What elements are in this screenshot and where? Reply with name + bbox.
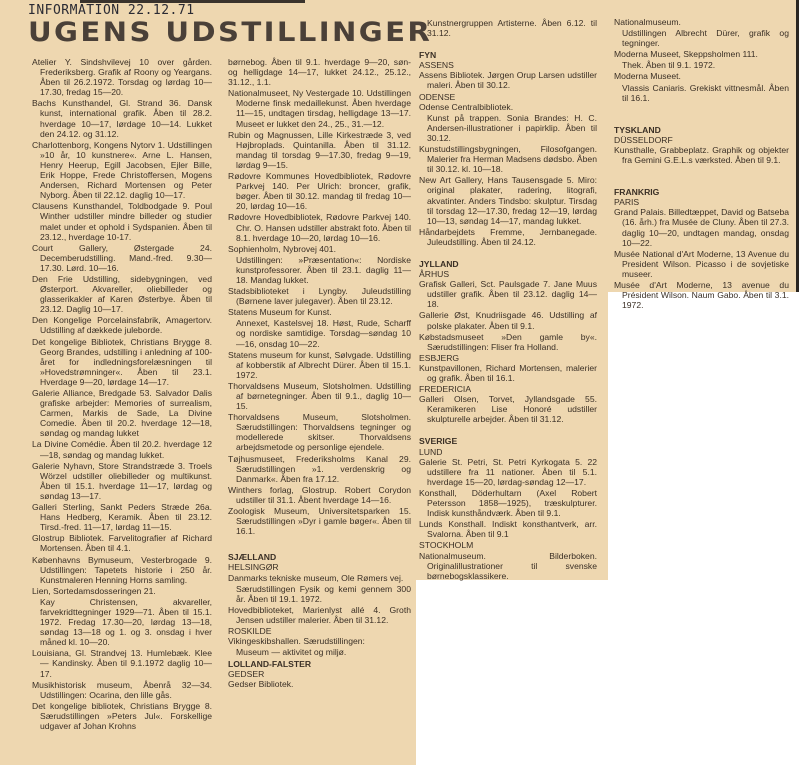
listing-entry: Købstadsmuseet »Den gamle by«. Særudstillingen: Fliser fra Holland.: [419, 331, 597, 352]
region-heading: TYSKLAND: [614, 124, 661, 135]
listing-entry: Galleri Sterling, Sankt Peders Stræde 26a. Hans Hedberg, Keramik. Åben til 23.12. Tirsd.-fred. 11—17, lørdag 11—15.: [32, 502, 212, 533]
listing-entry: Rødovre Hovedbibliotek, Rødovre Parkvej 140. Chr. O. Hansen udstiller abstrakt foto. Åben til 8.1. hverdage 10—20, lørdag 10—16.: [228, 212, 411, 243]
listing-entry: Det kongelige Bibliotek, Christians Brygge 8. Georg Brandes, udstilling i anledning af 100-året for indledningsforelæsningen til »Hovedstrømninger«. Åben til 23.1. Hverdage 9—20, lørdage 14—17.: [32, 336, 212, 387]
listing-entry: Udstillingen: »Præsentation«: Nordiske kunstprofessorer. Åben til 23.1. daglig 11—18. Mandag lukket.: [236, 254, 411, 285]
listing-entry: Grand Palais. Billedtæppet, David og Batseba (16. årh.) fra Musée de Cluny. Åben til 27.3. daglig 10—20, undtagen mandag, onsdag 10—22.: [614, 207, 789, 248]
listing-entry: Vlassis Caniaris. Grekiskt vittnesmål. Åben til 16.1.: [622, 82, 789, 103]
city-heading: PARIS: [614, 197, 640, 208]
city-heading: ROSKILDE: [228, 625, 272, 636]
listing-entry: Nationalmuseum. Bilderboken. Originalillustrationer til svenske børnebogsklassikere.: [419, 550, 597, 581]
listing-entry: Moderna Museet, Skeppsholmen 111.: [614, 49, 758, 60]
listing-entry: Rødovre Kommunes Hovedbibliotek, Rødovre Parkvej 140. Per Ulrich: broncer, grafik, bøger. Åben til 30.12. mandag til fredag 10—20, lørdag 10—16.: [228, 171, 411, 212]
listing-entry: Galerie St. Petri, St. Petri Kyrkogata 5. 22 udstillere fra 11 nationer. Åben til 5.1. hverdage 15—20, lørdag-søndag 12—17.: [419, 456, 597, 487]
listing-entry: Sophienholm, Nybrovej 401.: [228, 243, 336, 254]
listing-entry: Kay Christensen, akvareller, farvekridttegninger 1929—71. Åben til 15.1. 1972. Fredag 17.30—20, lørdag 13—18, søndag 13—18 og 1. og 3. onsdag i hver måned kl. 10—20.: [40, 596, 212, 648]
listing-entry: La Divine Comédie. Åben til 20.2. hverdage 12—18, søndag og mandag lukket.: [32, 439, 212, 460]
listing-entry: Kunstpavillonen, Richard Mortensen, malerier og grafik. Åben til 16.1.: [419, 362, 597, 383]
city-heading: STOCKHOLM: [419, 540, 474, 551]
listing-entry: Kunstudstillingsbygningen, Filosofgangen. Malerier fra Herman Madsens dødsbo. Åben til 30.12. kl. 10—18.: [419, 144, 597, 175]
handwritten-note: INFORMATION 22.12.71: [28, 3, 195, 18]
listing-entry: Assens Bibliotek. Jørgen Orup Larsen udstiller maleri. Åben til 30.12.: [419, 70, 597, 91]
listing-entry: Lien, Sortedamsdosseringen 21.: [32, 585, 156, 596]
city-heading: ÅRHUS: [419, 269, 450, 280]
listing-entry: Statens Museum for Kunst.: [228, 307, 332, 318]
listing-entry: Gedser Bibliotek.: [228, 679, 294, 690]
listing-entry: New Art Gallery, Hans Tausensgade 5. Miro: original plakater, radering, litografi, akvatinter. Anders Tindsbo: skulptur. Tirsdag til torsdag 12—17.30, fredag 12—19, lørdag 10—13, søndag 14—17, mandag lukket.: [419, 175, 597, 226]
listing-entry: Musée d'Art Moderne, 13 avenue du Président Wilson. Naum Gabo. Åben til 3.1. 1972.: [614, 279, 789, 311]
listing-entry: Kunst på trappen. Sonia Brandes: H. C. Andersen-illustrationer i papirklip. Åben til 30.12.: [427, 112, 597, 143]
listing-entry: Zoologisk Museum, Universitetsparken 15. Særudstillingen »Dyr i gamle bøger«. Åben til 16.1.: [228, 506, 411, 537]
column-2: [228, 57, 411, 691]
listing-entry: Statens museum for kunst, Sølvgade. Udstilling af kobberstik af Albrecht Dürer. Åben til 15.1. 1972.: [228, 349, 411, 380]
listing-entry: Glostrup Bibliotek. Farvelitografier af Richard Mortensen. Åben til 4.1.: [32, 533, 212, 554]
city-heading: HELSINGØR: [228, 562, 279, 573]
listing-entry: Kunstnergruppen Artisterne. Åben 6.12. til 31.12.: [427, 18, 597, 39]
listing-entry: Charlottenborg, Kongens Nytorv 1. Udstillingen »10 år, 10 kunstnere«. Arne L. Hansen, Henry Heerup, Egill Jacobsen, Ejler Bille, Erik Hoppe, Frede Christoffersen, Mogens Andersen, Richard Mortensen og Peter Nyborg. Åben til 22.12. daglig 10—17.: [32, 139, 212, 201]
city-heading: GEDSER: [228, 669, 265, 680]
listing-entry: Stadsbiblioteket i Lyngby. Juleudstilling (Børnene laver julegaver). Åben til 23.12.: [228, 286, 411, 307]
city-heading: ODENSE: [419, 91, 456, 102]
region-heading: LOLLAND-FALSTER: [228, 659, 312, 670]
region-heading: SJÆLLAND: [228, 552, 277, 563]
listing-entry: Danmarks tekniske museum, Ole Rømers vej.: [228, 572, 404, 583]
listing-entry: Nationalmuseum.: [614, 17, 681, 27]
listing-entry: Thorvaldsens Museum, Slotsholmen. Særudstillingen: Thorvaldsens tegninger og modellerede skitser. Thorvaldsens arbejdsmetode og personlige ejendele.: [228, 412, 411, 453]
listing-entry: Den Frie Udstilling, sidebygningen, ved Østerport. Akvareller, oliebilleder og glasserikakler af Karen Østerbye. Åben til 23.12. Daglig 10—17.: [32, 273, 212, 315]
column-4: [614, 17, 789, 311]
listing-entry: Rubin og Magnussen, Lille Kirkestræde 3, ved Højbroplads. Quintanilla. Åben til 31.12. mandag til torsdag 9—17.30, fredag 9—19, lørdag 9—15.: [228, 129, 411, 170]
listing-entry: Bachs Kunsthandel, Gl. Strand 36. Dansk kunst, international grafik. Åben til 28.2. hverdage 10—17, lørdage 10—14. Lukket den 24.12. og 31.12.: [32, 98, 212, 139]
city-heading: DÜSSELDORF: [614, 134, 673, 145]
listing-entry: Lunds Konsthall. Indiskt konsthantverk, arr. Svalorna. Åben til 9.1: [419, 519, 597, 540]
listing-entry: Håndarbejdets Fremme, Jernbanegade. Juleudstilling. Åben til 24.12.: [419, 226, 597, 247]
region-heading: JYLLAND: [419, 258, 459, 269]
listing-entry: Thorvaldsens Museum, Slotsholmen. Udstilling af børnetegninger. Åben til 9.1., daglig 10—15.: [228, 380, 411, 412]
listing-entry: Musée National d'Art Moderne, 13 Avenue du President Wilson. Picasso i de sovjetiske museer.: [614, 248, 789, 279]
listing-entry: Annexet, Kastelsvej 18. Høst, Rude, Scharff og nordiske samtidige. Torsdag—søndag 10—16, onsdag 10—22.: [236, 318, 411, 349]
listing-entry: Vikingeskibshallen. Særudstillingen:: [228, 636, 365, 647]
column-1: [32, 57, 212, 732]
listing-entry: Thek. Åben til 9.1. 1972.: [622, 60, 716, 71]
listing-entry: Museum — aktivitet og miljø.: [236, 647, 347, 658]
region-heading: SVERIGE: [419, 436, 458, 447]
listing-entry: Galerie Nyhavn, Store Strandstræde 3. Troels Wörzel udstiller oliebilleder og multikunst. Åben til 15.1. hverdage 11—17, lørdag og søndag 13—17.: [32, 460, 212, 501]
listing-entry: Odense Centralbibliotek.: [419, 101, 514, 112]
listing-entry: Gallerie Øst, Knudriisgade 46. Udstilling af polske plakater. Åben til 9.1.: [419, 310, 597, 331]
listing-entry: Nationalmuseet, Ny Vestergade 10. Udstillingen Moderne finsk medaillekunst. Åben hverdage 11—15, undtagen tirsdag, helligdage 13—17. Museet er lukket den 24., 25., 31.—12.: [228, 88, 411, 129]
listing-entry: Det kongelige bibliotek, Christians Brygge 8. Særudstillingen »Peters Jul«. Forskellige udgaver af Johan Krohns: [32, 700, 212, 731]
listing-entry: Hovedbiblioteket, Marienlyst allé 4. Groth Jensen udstiller malerier. Åben til 31.12.: [228, 604, 411, 625]
listing-entry: Galerie Alliance, Bredgade 53. Salvador Dalis grafiske arbejder: Memories of surrealism, Carmen, Markis de Sade, La Divine Comedie. Åben til 20.2. hverdage 12—18, søndag og mandag lukket: [32, 388, 212, 439]
listing-entry: Udstillingen Albrecht Dürer, grafik og tegninger.: [622, 28, 789, 49]
listing-entry: Grafisk Galleri, Sct. Paulsgade 7. Jane Muus udstiller grafik. Åben til 23.12. daglig 14—18.: [419, 279, 597, 310]
listing-entry: Clausens Kunsthandel, Toldbodgade 9. Poul Winther udstiller mindre billeder og studier malet under et ophold i Sydspanien. Åben til 23.12., hverdage 10-17.: [32, 201, 212, 242]
city-heading: ESBJERG: [419, 352, 460, 363]
listing-entry: Kunsthalle, Grabbeplatz. Graphik og objekter fra Gemini G.E.L.s værksted. Åben til 9.1.: [614, 144, 789, 166]
listing-entry: Moderna Museet.: [614, 71, 681, 82]
city-heading: FREDERICIA: [419, 384, 472, 395]
listing-entry: Winthers forlag, Glostrup. Robert Corydon udstiller til 31.1. Åbent hverdage 14—16.: [228, 484, 411, 505]
listing-entry: Louisiana, Gl. Strandvej 13. Humlebæk. Klee — Kandinsky. Åben til 9.1.1972 daglig 10—17.: [32, 648, 212, 679]
listing-entry: Galleri Olsen, Torvet, Jyllandsgade 55. Keramikeren Lise Honoré udstiller skulpturelle arbejder. Åben til 31.12.: [419, 394, 597, 425]
region-heading: FRANKRIG: [614, 187, 660, 198]
listing-entry: Den Kongelige Porcelainsfabrik, Amagertorv. Udstilling af dækkede juleborde.: [32, 315, 212, 336]
listing-entry: Atelier Y. Sindshvilevej 10 over gården. Frederiksberg. Grafik af Roony og Yeargans. Åben til 26.2.1972. Torsdag og lørdag 10—17.30, fredag 15—20.: [32, 57, 212, 98]
listing-entry: Københavns Bymuseum, Vesterbrogade 9. Udstillingen: Tapetets historie i 250 år. Kunstmaleren Henning Horns samling.: [32, 554, 212, 585]
listing-entry: Særudstillingen Fysik og kemi gennem 300 år. Åben til 19.1. 1972.: [236, 583, 411, 604]
region-heading: FYN: [419, 50, 437, 61]
city-heading: ASSENS: [419, 60, 454, 71]
listing-entry: børnebog. Åben til 9.1. hverdage 9—20, søn- og helligdage 14—17, lukket 24.12., 25.12., 31.12., 1.1.: [228, 57, 411, 88]
listing-entry: Musikhistorisk museum, Åbenrå 32—34. Udstillingen: Ocarina, den lille gås.: [32, 679, 212, 700]
column-3: [419, 18, 597, 582]
listing-entry: Tøjhusmuseet, Frederiksholms Kanal 29. Særudstillingen »1. verdenskrig og Danmark«. Åben fra 17.12.: [228, 453, 411, 484]
page-title: UGENS UDSTILLINGER: [28, 17, 433, 48]
city-heading: LUND: [419, 446, 443, 457]
listing-entry: Court Gallery, Østergade 24. Decemberudstilling. Mand.-fred. 9.30—17.30. Lørd. 10—16.: [32, 242, 212, 273]
listing-entry: Konsthall, Döderhultarn (Axel Robert Petersson 1858—1925), træskulpturer. Indisk kunsthåndværk. Åben til 9.1.: [419, 487, 597, 519]
